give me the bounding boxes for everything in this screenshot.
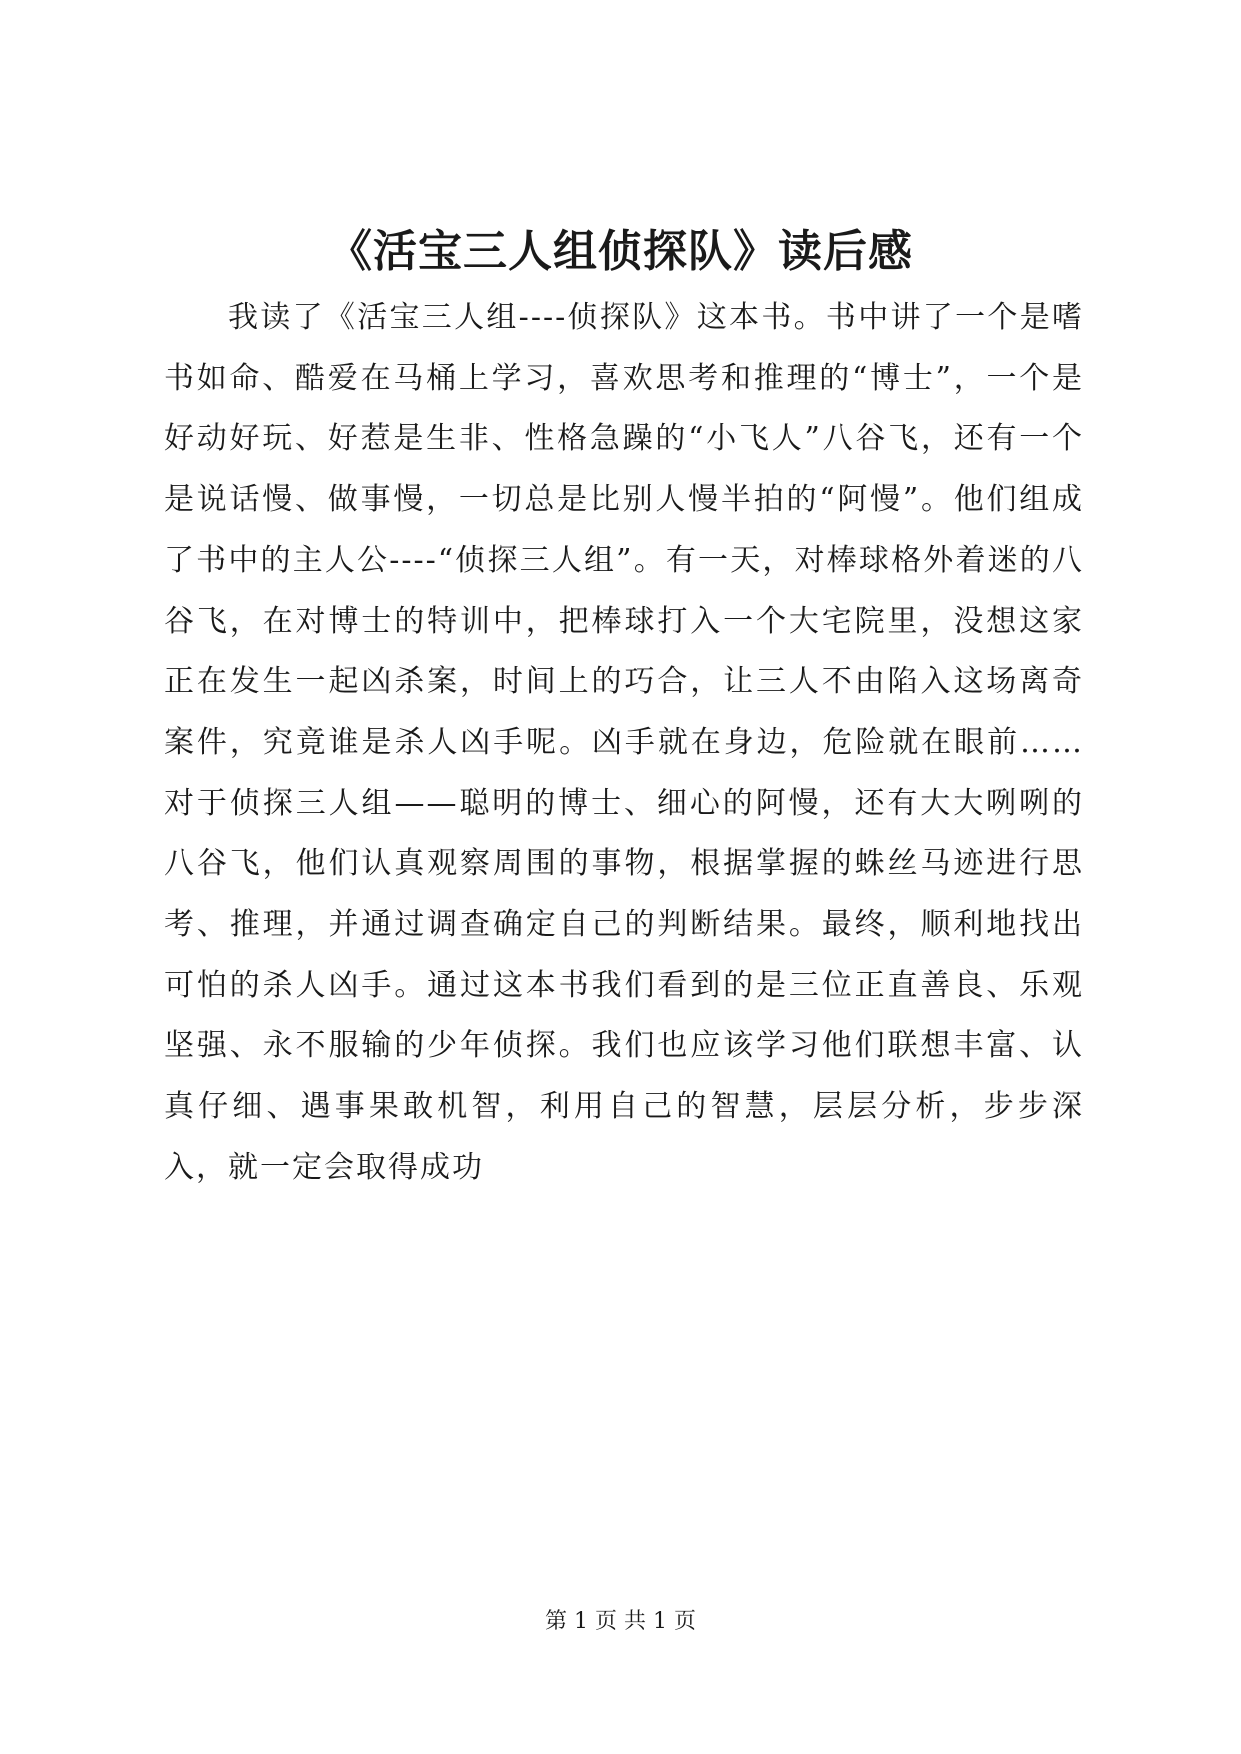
- body-paragraph: 我读了《活宝三人组----侦探队》这本书。书中讲了一个是嗜书如命、酷爱在马桶上学习，喜欢思考和推理的“博士”，一个是好动好玩、好惹是生非、性格急躁的“小飞人”八谷飞，还有一个是说话慢、做事慢，一切总是比别人慢半拍的“阿慢”。他们组成了书中的主人公----“侦探三人组”。有一天，对棒球格外着迷的八谷飞，在对博士的特训中，把棒球打入一个大宅院里，没想这家正在发生一起凶杀案，时间上的巧合，让三人不由陷入这场离奇案件，究竟谁是杀人凶手呢。凶手就在身边，危险就在眼前……对于侦探三人组——聪明的博士、细心的阿慢，还有大大咧咧的八谷飞，他们认真观察周围的事物，根据掌握的蛛丝马迹进行思考、推理，并通过调查确定自己的判断结果。最终，顺利地找出可怕的杀人凶手。通过这本书我们看到的是三位正直善良、乐观坚强、永不服输的少年侦探。我们也应该学习他们联想丰富、认真仔细、遇事果敢机智，利用自己的智慧，层层分析，步步深入，就一定会取得成功: [164, 300, 1084, 1185]
- page-footer: 第 1 页 共 1 页: [545, 1609, 696, 1634]
- document-title: 《活宝三人组侦探队》读后感: [328, 226, 913, 277]
